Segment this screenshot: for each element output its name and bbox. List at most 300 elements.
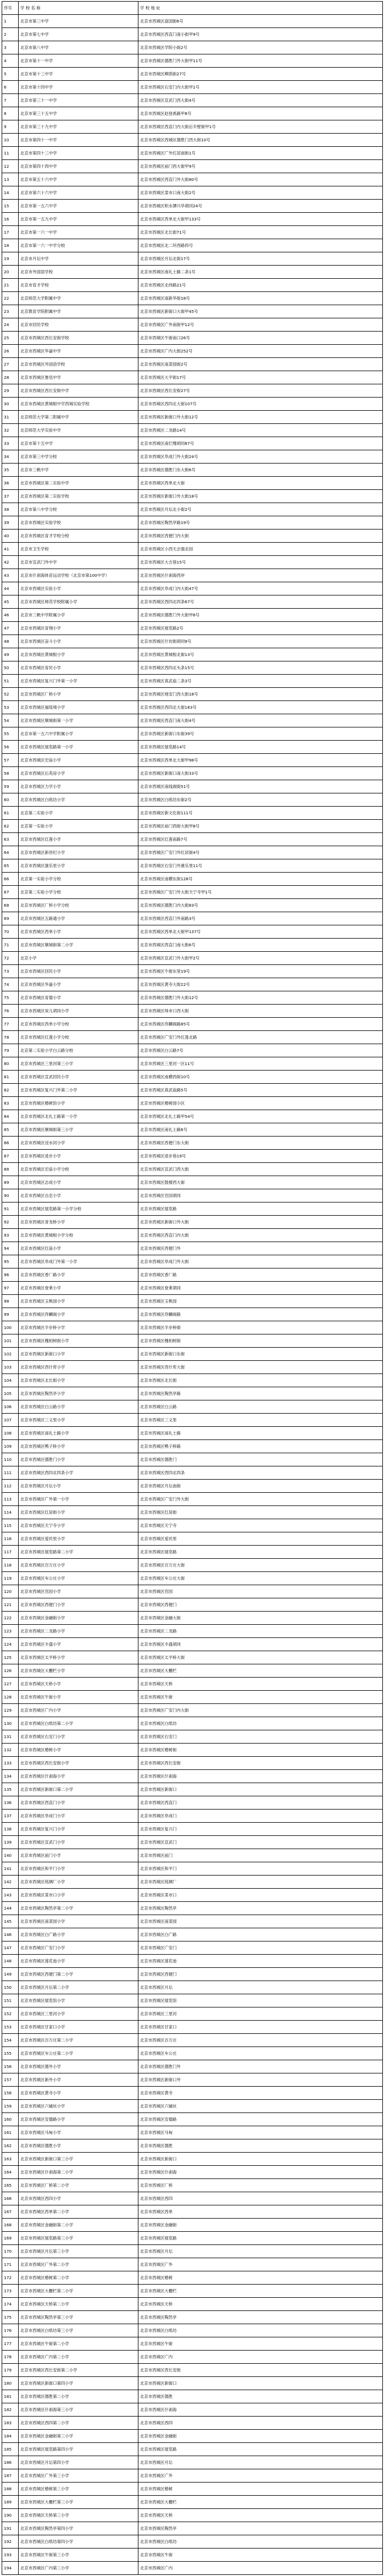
row-index: 65 — [2, 859, 19, 873]
school-name: 北京市西城区顺城街第三小学 — [19, 1123, 138, 1137]
school-address: 北京市西城区陶然亭路 — [138, 1387, 383, 1400]
school-address: 北京市西城区牛街 — [138, 2549, 383, 2562]
row-index: 145 — [2, 1915, 19, 1928]
table-row — [2, 1453, 383, 1466]
school-address: 北京市西城区大平街17号 — [138, 371, 383, 384]
row-index: 62 — [2, 820, 19, 833]
school-name: 北京市西城区红居街小学 — [19, 1506, 138, 1519]
school-name: 北京市西城区德外小学 — [19, 2060, 138, 2073]
table-row — [2, 925, 383, 939]
table-row — [2, 358, 383, 371]
school-name: 北京市西城区志成小学 — [19, 1176, 138, 1189]
table-row — [2, 1968, 383, 1981]
school-address: 北京市西城区官园胡同 — [138, 1189, 383, 1202]
school-name: 北京市第三十一中学 — [19, 94, 138, 107]
table-row — [2, 1400, 383, 1414]
school-address: 北京市西城区南礼士路6号 — [138, 1123, 383, 1137]
school-name: 北京市西城区三义里小学 — [19, 1414, 138, 1427]
table-row — [2, 2390, 383, 2403]
row-index: 87 — [2, 1150, 19, 1163]
school-address: 北京市西城区天宁寺 — [138, 1519, 383, 1532]
row-index: 71 — [2, 939, 19, 952]
school-name: 北京市西城区新街口第三小学 — [19, 2153, 138, 2166]
school-name: 北京市西城区黄城根小学 — [19, 648, 138, 661]
school-name: 北京市西城区白纸坊第三小学 — [19, 2324, 138, 2337]
table-row — [2, 94, 383, 107]
school-name: 北京市西城区实验小学 — [19, 582, 138, 595]
school-address: 北京市西城区新文化街111号 — [138, 807, 383, 820]
row-index: 184 — [2, 2430, 19, 2443]
school-address: 北京市西城区南烂缦胡同87号 — [138, 437, 383, 450]
school-address: 北京市西城区德胜门外大街甲11号 — [138, 54, 383, 68]
table-row — [2, 2034, 383, 2047]
school-name: 北京市西城区华嘉中学 — [19, 345, 138, 358]
table-row — [2, 318, 383, 332]
row-index: 16 — [2, 213, 19, 226]
table-row — [2, 1928, 383, 1941]
table-row — [2, 1783, 383, 1796]
school-address: 北京市西城区北纬路21号 — [138, 279, 383, 292]
school-name: 北京市西城区大栅栏第三小学 — [19, 2496, 138, 2509]
school-name: 北京市西城区西长安街中学 — [19, 384, 138, 398]
table-row — [2, 2166, 383, 2179]
row-index: 175 — [2, 2311, 19, 2324]
school-address: 北京市西城区六铺炕 — [138, 2100, 383, 2113]
row-index: 142 — [2, 1876, 19, 1889]
table-row — [2, 252, 383, 266]
table-row — [2, 371, 383, 384]
table-row — [2, 1823, 383, 1836]
table-row — [2, 2417, 383, 2430]
row-index: 166 — [2, 2192, 19, 2205]
row-index: 140 — [2, 1849, 19, 1862]
school-address: 北京市西城区金融街 — [138, 2219, 383, 2232]
school-name: 北京市西城区宏庙小学 — [19, 754, 138, 767]
row-index: 98 — [2, 1295, 19, 1308]
school-address: 北京市西城区宣武门西大街4号 — [138, 94, 383, 107]
school-address: 北京市西城区新街口 — [138, 2377, 383, 2390]
row-index: 85 — [2, 1123, 19, 1137]
row-index: 128 — [2, 1691, 19, 1704]
school-address: 北京市西城区香厂路 — [138, 1268, 383, 1282]
school-name: 北京市西城区金融街小学 — [19, 1612, 138, 1625]
row-index: 7 — [2, 94, 19, 107]
table-row — [2, 1150, 383, 1163]
table-row — [2, 107, 383, 120]
school-name: 北京市回民学校 — [19, 318, 138, 332]
row-index: 81 — [2, 1071, 19, 1084]
table-row — [2, 134, 383, 147]
table-row — [2, 1915, 383, 1928]
school-name: 北京市西城区宣武门小学 — [19, 1836, 138, 1849]
school-address: 北京市西城区学院小街2号 — [138, 41, 383, 54]
school-name: 北京师范大学附属中学 — [19, 292, 138, 305]
table-row — [2, 2443, 383, 2456]
school-address: 北京市西城区南礼士路二条1号 — [138, 266, 383, 279]
table-row — [2, 2483, 383, 2496]
school-name: 北京市第一五六中学附属小学 — [19, 727, 138, 741]
school-address: 北京市西城区月坛 — [138, 2245, 383, 2258]
school-name: 北京市西城区展览路第四小学 — [19, 2443, 138, 2456]
table-row — [2, 1572, 383, 1585]
row-index: 82 — [2, 1084, 19, 1097]
school-name: 北京市西城区陶然亭第四小学 — [19, 2522, 138, 2535]
school-address: 北京市西城区椿树街 — [138, 1744, 383, 1757]
school-name: 北京市西城区第二实验中学 — [19, 477, 138, 490]
row-index: 49 — [2, 648, 19, 661]
school-address: 北京市西城区西城区德胜门西大街10号 — [138, 134, 383, 147]
row-index: 100 — [2, 1321, 19, 1334]
school-name: 北京市第一六一中学 — [19, 226, 138, 239]
school-address: 北京市西城区西四北四条 — [138, 1466, 383, 1480]
school-address: 北京市西城区柳荫街27号 — [138, 68, 383, 81]
table-row — [2, 424, 383, 437]
school-address: 北京市西城区白云路7号 — [138, 1044, 383, 1057]
table-row — [2, 1678, 383, 1691]
row-index: 192 — [2, 2535, 19, 2549]
header-school-name: 学 校 名 称 — [19, 2, 138, 15]
school-address: 北京市西城区三里河一区11号 — [138, 1057, 383, 1071]
row-index: 168 — [2, 2219, 19, 2232]
school-name: 北京市西城区进步小学 — [19, 1150, 138, 1163]
school-name: 北京市西城区牛街第三小学 — [19, 2549, 138, 2562]
school-address: 北京市西城区展览路 — [138, 1202, 383, 1216]
school-name: 北京市西城区车公庄第二小学 — [19, 2047, 138, 2060]
table-row — [2, 1044, 383, 1057]
school-address: 北京市西城区厂桥 — [138, 2179, 383, 2192]
row-index: 167 — [2, 2205, 19, 2219]
table-row — [2, 160, 383, 173]
school-name: 北京市第四十一中学 — [19, 134, 138, 147]
table-row — [2, 1532, 383, 1546]
school-name: 北京市西城区月坛小学 — [19, 1480, 138, 1493]
school-name: 北京市西城区华嘉小学 — [19, 978, 138, 991]
table-row — [2, 1084, 383, 1097]
school-address: 北京市西城区小西天志强北园 — [138, 543, 383, 556]
row-index: 19 — [2, 252, 19, 266]
school-name: 北京市西城区牛街小学 — [19, 1691, 138, 1704]
table-row — [2, 2139, 383, 2153]
table-row — [2, 1110, 383, 1123]
row-index: 171 — [2, 2258, 19, 2271]
school-address: 北京市西城区展览路 — [138, 2443, 383, 2456]
table-row — [2, 1018, 383, 1031]
school-address: 北京市西城区金融街 — [138, 2430, 383, 2443]
school-address: 北京市西城区展览路 — [138, 2232, 383, 2245]
school-address: 北京市西城区广外南街甲12号 — [138, 318, 383, 332]
school-address: 北京市西城区莲花池 — [138, 1955, 383, 1968]
table-row — [2, 1189, 383, 1202]
table-row — [2, 912, 383, 925]
school-address: 北京市西城区南菜园 — [138, 1915, 383, 1928]
table-row — [2, 780, 383, 793]
school-name: 北京市第十四中学 — [19, 81, 138, 94]
school-name: 北京市西城区西长安街第二小学 — [19, 2364, 138, 2377]
school-name: 北京市西城区广外第一小学 — [19, 1493, 138, 1506]
row-index: 123 — [2, 1625, 19, 1638]
school-address: 北京市西城区月坛北街17号 — [138, 252, 383, 266]
school-address: 北京市西城区西单 — [138, 2205, 383, 2219]
school-name: 北京市西城区展览路第一小学 — [19, 741, 138, 754]
school-name: 北京市西城区宣武回民小学 — [19, 1071, 138, 1084]
school-address: 北京市西城区南横西街10号 — [138, 1071, 383, 1084]
row-index: 45 — [2, 595, 19, 609]
school-name: 北京市西城区六铺炕小学 — [19, 2100, 138, 2113]
row-index: 119 — [2, 1572, 19, 1585]
school-address: 北京市西城区广安门外大街天宁寺甲1号 — [138, 886, 383, 899]
row-index: 70 — [2, 925, 19, 939]
school-address: 北京市西城区西四北大街107号 — [138, 398, 383, 411]
row-index: 144 — [2, 1902, 19, 1915]
row-index: 163 — [2, 2153, 19, 2166]
row-index: 138 — [2, 1823, 19, 1836]
row-index: 29 — [2, 384, 19, 398]
school-address: 北京市西城区陶然亭路19号 — [138, 516, 383, 529]
table-row — [2, 754, 383, 767]
school-name: 北京市西城区广安门小学 — [19, 1941, 138, 1955]
row-index: 42 — [2, 556, 19, 569]
row-index: 179 — [2, 2364, 19, 2377]
school-name: 北京市西城区鸭子桥小学 — [19, 1440, 138, 1453]
row-index: 83 — [2, 1097, 19, 1110]
row-index: 61 — [2, 807, 19, 820]
row-index: 55 — [2, 727, 19, 741]
school-address: 北京市西城区黄寺大街22号 — [138, 978, 383, 991]
row-index: 158 — [2, 2087, 19, 2100]
school-name: 北京市西城区什刹海第二小学 — [19, 2166, 138, 2179]
row-index: 143 — [2, 1889, 19, 1902]
school-address: 北京市西城区西便门内大街 — [138, 529, 383, 543]
school-name: 北京市西城区西单第二小学 — [19, 2205, 138, 2219]
row-index: 107 — [2, 1414, 19, 1427]
school-name: 北京市西城区广内第三小学 — [19, 2562, 138, 2575]
school-address: 北京市西城区西直门南大街6号 — [138, 939, 383, 952]
table-row — [2, 1598, 383, 1612]
row-index: 185 — [2, 2443, 19, 2456]
school-address: 北京市西城区展览路2号 — [138, 622, 383, 635]
row-index: 14 — [2, 186, 19, 200]
row-index: 186 — [2, 2456, 19, 2469]
table-row — [2, 2245, 383, 2258]
table-row — [2, 200, 383, 213]
school-name: 北京市西城区西便门小学 — [19, 1598, 138, 1612]
row-index: 118 — [2, 1559, 19, 1572]
table-row — [2, 398, 383, 411]
school-name: 北京市西城区福绥境小学 — [19, 701, 138, 714]
table-row — [2, 81, 383, 94]
school-address: 北京市西城区黄寺 — [138, 2087, 383, 2100]
school-name: 北京市西城区南菜园小学 — [19, 1915, 138, 1928]
row-index: 114 — [2, 1506, 19, 1519]
school-address: 北京市西城区前门 — [138, 1849, 383, 1862]
table-row — [2, 1229, 383, 1242]
table-row — [2, 2179, 383, 2192]
school-name: 北京市西城区外国语学校 — [19, 358, 138, 371]
school-address: 北京市西城区西四北大街183号 — [138, 701, 383, 714]
row-index: 79 — [2, 1044, 19, 1057]
school-address: 北京市西城区西便门东大街 — [138, 1137, 383, 1150]
school-name: 北京市什刹海体育运动学校（北京市第100中学） — [19, 569, 138, 582]
table-row — [2, 2192, 383, 2205]
school-name: 北京第一实验小学 — [19, 820, 138, 833]
table-row — [2, 820, 383, 833]
table-row — [2, 569, 383, 582]
row-index: 63 — [2, 833, 19, 846]
school-address: 北京市西城区广外红居南街1号 — [138, 147, 383, 160]
school-address: 北京市西城区阜成门外大街24号 — [138, 450, 383, 464]
school-address: 北京市西城区广安门内大街 — [138, 1704, 383, 1717]
school-address: 北京市西城区大栅栏 — [138, 1664, 383, 1678]
table-row — [2, 1321, 383, 1334]
table-row — [2, 595, 383, 609]
row-index: 86 — [2, 1137, 19, 1150]
row-index: 105 — [2, 1387, 19, 1400]
school-name: 北京市西城区陶然亭第三小学 — [19, 2311, 138, 2324]
row-index: 122 — [2, 1612, 19, 1625]
school-name: 北京市西城区和平门小学 — [19, 1862, 138, 1876]
row-index: 117 — [2, 1546, 19, 1559]
school-name: 北京市西城区德胜门小学 — [19, 1453, 138, 1466]
table-row — [2, 384, 383, 398]
row-index: 72 — [2, 952, 19, 965]
school-name: 北京师范大学实验中学 — [19, 424, 138, 437]
school-address: 北京市西城区新街口 — [138, 2153, 383, 2166]
school-address: 北京市西城区展览路14号 — [138, 741, 383, 754]
school-address: 北京市西城区二龙路 — [138, 1625, 383, 1638]
school-name: 北京市西城区丰盛小学 — [19, 1638, 138, 1651]
school-name: 北京市第八中学 — [19, 41, 138, 54]
row-index: 110 — [2, 1453, 19, 1466]
school-address: 北京市西城区德胜 — [138, 2390, 383, 2403]
row-index: 18 — [2, 239, 19, 252]
school-address: 北京市西城区天桥 — [138, 2509, 383, 2522]
school-name: 北京市西城区新街口小学 — [19, 1348, 138, 1361]
school-address: 北京市西城区北长街71号 — [138, 226, 383, 239]
school-name: 北京市卫生学校 — [19, 543, 138, 556]
row-index: 180 — [2, 2377, 19, 2390]
school-address: 北京市西城区牛街东里19号 — [138, 965, 383, 978]
row-index: 34 — [2, 450, 19, 464]
table-row — [2, 1466, 383, 1480]
table-row — [2, 2337, 383, 2351]
row-index: 43 — [2, 569, 19, 582]
school-name: 北京市西城区复兴门小学 — [19, 1823, 138, 1836]
school-address: 北京市西城区西单北大街甲137号 — [138, 925, 383, 939]
school-name: 北京市西城区广外第三小学 — [19, 2469, 138, 2483]
table-row — [2, 1176, 383, 1189]
school-address: 北京市西城区白纸坊东街2号 — [138, 793, 383, 807]
table-row — [2, 2073, 383, 2087]
row-index: 11 — [2, 147, 19, 160]
row-index: 77 — [2, 1018, 19, 1031]
row-index: 75 — [2, 991, 19, 1005]
row-index: 121 — [2, 1598, 19, 1612]
row-index: 190 — [2, 2509, 19, 2522]
school-name: 北京市西城区黄城根小学分校 — [19, 1229, 138, 1242]
row-index: 54 — [2, 714, 19, 727]
row-index: 178 — [2, 2351, 19, 2364]
table-header-row — [2, 2, 383, 15]
school-address: 北京市西城区广安门外大街 — [138, 1493, 383, 1506]
row-index: 88 — [2, 1163, 19, 1176]
school-address: 北京市西城区广安门外红莲北路 — [138, 1031, 383, 1044]
table-row — [2, 727, 383, 741]
table-row — [2, 2469, 383, 2483]
school-address: 北京市西城区德胜门外 — [138, 2060, 383, 2073]
school-name: 北京市西城区育德小学 — [19, 991, 138, 1005]
row-index: 56 — [2, 741, 19, 754]
table-row — [2, 266, 383, 279]
row-index: 59 — [2, 780, 19, 793]
table-row — [2, 120, 383, 134]
school-address: 北京市西城区鸭子桥路 — [138, 1440, 383, 1453]
school-address: 北京市西城区椿树园小区 — [138, 1097, 383, 1110]
school-address: 北京市西城区富国街6号 — [138, 15, 383, 28]
table-row — [2, 873, 383, 886]
school-address: 北京市西城区广内 — [138, 2562, 383, 2575]
row-index: 139 — [2, 1836, 19, 1849]
table-row — [2, 173, 383, 186]
school-address: 北京市西城区西四 — [138, 2417, 383, 2430]
school-name: 北京市西城区顺城街第二小学 — [19, 939, 138, 952]
school-name: 北京市西城区月坛第三小学 — [19, 2245, 138, 2258]
school-address: 北京市西城区西直门 — [138, 1796, 383, 1810]
row-index: 116 — [2, 1532, 19, 1546]
school-name: 北京市西城区牛街第二小学 — [19, 2337, 138, 2351]
row-index: 22 — [2, 292, 19, 305]
table-row — [2, 2456, 383, 2469]
row-index: 112 — [2, 1480, 19, 1493]
school-name: 北京市西城区白纸坊小学 — [19, 793, 138, 807]
school-address: 北京市西城区德胜门内大街83号 — [138, 899, 383, 912]
table-row — [2, 622, 383, 635]
row-index: 164 — [2, 2166, 19, 2179]
row-index: 21 — [2, 279, 19, 292]
row-index: 24 — [2, 318, 19, 332]
table-row — [2, 1704, 383, 1717]
table-row — [2, 1480, 383, 1493]
table-row — [2, 2562, 383, 2575]
school-name: 北京第二实验小学白云路分校 — [19, 1044, 138, 1057]
table-row — [2, 859, 383, 873]
school-name: 北京市西城区后英房小学 — [19, 767, 138, 780]
table-row — [2, 648, 383, 661]
table-row — [2, 661, 383, 675]
school-name: 北京市西城区红莲小学分校 — [19, 1031, 138, 1044]
school-name: 北京市西城区回民小学 — [19, 965, 138, 978]
table-row — [2, 741, 383, 754]
school-address: 北京市西城区赵登禹路甲8号 — [138, 107, 383, 120]
school-name: 北京市第十三中学 — [19, 68, 138, 81]
school-address: 北京市西城区佟麟阁路85号 — [138, 1018, 383, 1031]
table-row — [2, 411, 383, 424]
table-row — [2, 793, 383, 807]
row-index: 64 — [2, 846, 19, 859]
table-row — [2, 1493, 383, 1506]
row-index: 165 — [2, 2179, 19, 2192]
school-address: 北京市西城区天桥 — [138, 2298, 383, 2311]
school-name: 北京市西城区西长安街小学 — [19, 1757, 138, 1770]
table-row — [2, 556, 383, 569]
row-index: 32 — [2, 424, 19, 437]
school-name: 北京市西城区厂桥小学 — [19, 688, 138, 701]
school-name: 北京市西城区百万庄第二小学 — [19, 2034, 138, 2047]
school-address: 北京市西城区北长街 — [138, 1374, 383, 1387]
school-address: 北京市西城区爱民里 — [138, 1532, 383, 1546]
row-index: 187 — [2, 2469, 19, 2483]
school-name: 北京市西城区黄城根中学西城实验学校 — [19, 398, 138, 411]
row-index: 160 — [2, 2113, 19, 2126]
